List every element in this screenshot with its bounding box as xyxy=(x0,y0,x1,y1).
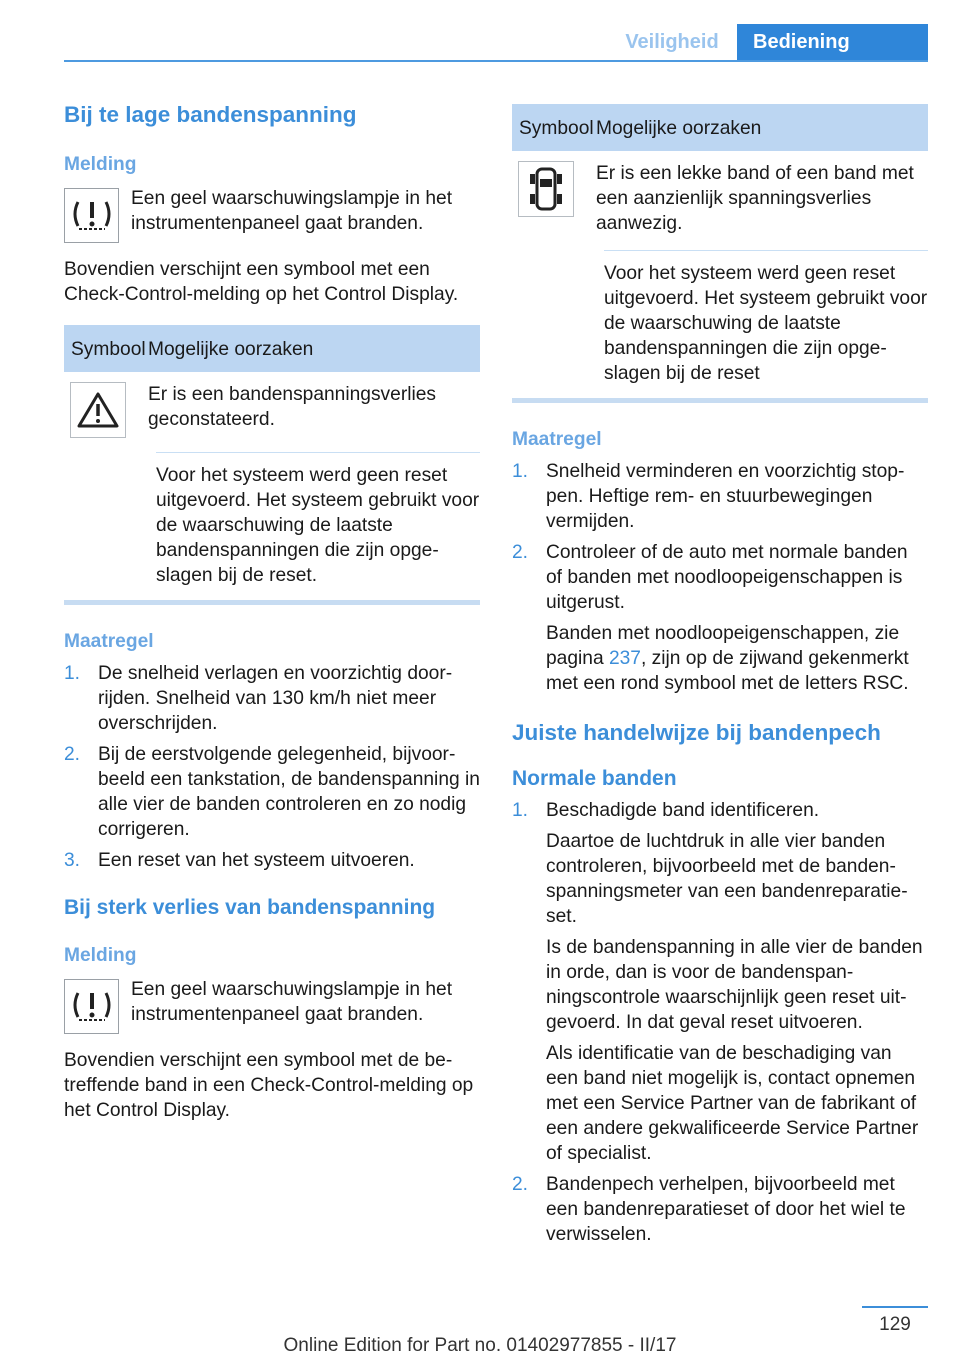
tire-pressure-warning-icon xyxy=(64,188,119,243)
melding2-text: Een geel waarschuwingslampje in het instrumentenpaneel gaat branden. xyxy=(131,979,453,1025)
intro-paragraph: Bovendien verschijnt een symbool met een Check-Control-melding op het Control Display. xyxy=(64,259,459,305)
section-title-low-pressure: Bij te lage bandenspanning xyxy=(64,102,357,127)
table-row xyxy=(64,372,480,438)
symbol-table-right xyxy=(512,104,928,403)
table-row xyxy=(512,151,928,236)
table-header xyxy=(64,325,480,372)
maatregel-heading: Maatregel xyxy=(512,429,602,450)
cause-text-2: Voor het systeem werd geen reset uitgevoerd. Het systeem gebruikt voor de waarschuwing de laatste bandenspanningen die zijn opgeslagen bij de reset. xyxy=(156,452,480,588)
melding2-heading: Melding xyxy=(64,945,137,966)
left-column xyxy=(64,100,480,1123)
page-number: 129 xyxy=(879,1314,911,1335)
footer-rule xyxy=(862,1306,928,1308)
cause-text: Er is een bandenspanningsverlies geconstateerd. xyxy=(148,384,436,430)
maatregel-list xyxy=(512,459,928,696)
cause-text: Er is een lekke band of een band met een aanzienlijk spanningsverlies aanwezig. xyxy=(596,163,914,234)
symbol-table-left xyxy=(64,325,480,605)
tire-pressure-warning-icon xyxy=(64,979,119,1034)
header-causes: Mogelijke oorzaken xyxy=(596,118,762,139)
intro2-paragraph: Bovendien verschijnt een symbool met de betreffende band in een Check-Control-melding op het Control Display. xyxy=(64,1050,474,1121)
header-causes: Mogelijke oorzaken xyxy=(148,339,314,360)
normal-tires-heading: Normale banden xyxy=(512,767,677,790)
list-item: 1. De snelheid verlagen en voorzichtig doorrijden. Snelheid van 130 km/h niet meer overschrijden. xyxy=(64,663,453,734)
header-symbol: Symbool xyxy=(71,339,146,360)
warning-triangle-icon xyxy=(70,382,126,438)
maatregel-heading: Maatregel xyxy=(64,631,154,652)
list-item: 1. Beschadigde band identificeren. Daartoe de luchtdruk in alle vier banden controleren, bijvoorbeeld met de bandenspanningsmeter van een bandenreparatieset. Is de bandenspanning in alle vier de banden in orde, dan is voor de bandenspanningscontrole waarschijnlijk geen reset uitgevoerd. In dat geval reset uitvoeren. Als identificatie van de beschadiging van een band niet mogelijk is, contact opnemen met een Service Partner van de fabrikant of een andere gekwalificeerde Service Partner of specialist. xyxy=(512,800,923,1164)
maatregel-list xyxy=(64,661,480,873)
table-header xyxy=(512,104,928,151)
list-item: 3. Een reset van het systeem uitvoeren. xyxy=(64,850,415,871)
cause-text-2: Voor het systeem werd geen reset uitgevoerd. Het systeem gebruikt voor de waarschuwing de laatste bandenspanningen die zijn opgeslagen bij de reset xyxy=(604,250,928,386)
list-item: 2. Controleer of de auto met normale banden of banden met noodloopeigenschappen is uitgerust. Banden met noodloopeigenschappen, zie pagina 237, zijn op de zijwand gekenmerkt met een rond symbool met de letters RSC. xyxy=(512,542,909,694)
table-end-rule xyxy=(512,398,928,403)
car-flat-tire-icon xyxy=(518,161,574,217)
melding2-row xyxy=(64,977,480,1034)
melding-text: Een geel waarschuwingslampje in het instrumentenpaneel gaat branden. xyxy=(131,188,453,234)
section-title-strong-loss: Bij sterk verlies van bandenspanning xyxy=(64,896,436,919)
melding-heading: Melding xyxy=(64,154,137,175)
table-end-rule xyxy=(64,600,480,605)
header-section-tab: Veiligheid xyxy=(625,31,719,53)
header-active-tab: Bediening xyxy=(737,24,928,62)
header-symbol: Symbool xyxy=(519,118,594,139)
page-link-237[interactable]: 237 xyxy=(608,648,641,669)
right-column xyxy=(512,104,928,1247)
header-rule xyxy=(64,60,928,62)
normal-tires-list xyxy=(512,798,928,1247)
list-item: 1. Snelheid verminderen en voorzichtig stoppen. Heftige rem- en stuurbewegingen vermijden. xyxy=(512,461,905,532)
list-item: 2. Bandenpech verhelpen, bijvoorbeeld met een bandenreparatieset of door het wiel te verwisselen. xyxy=(512,1174,906,1245)
section-title-breakdown: Juiste handelwijze bij bandenpech xyxy=(512,720,881,745)
list-item: 2. Bij de eerstvolgende gelegenheid, bijvoorbeeld een tankstation, de bandenspanning in alle vier de banden controleren en zo nodig corrigeren. xyxy=(64,744,480,840)
melding-row xyxy=(64,186,480,243)
edition-footer: Online Edition for Part no. 01402977855 - II/17 xyxy=(283,1335,677,1356)
